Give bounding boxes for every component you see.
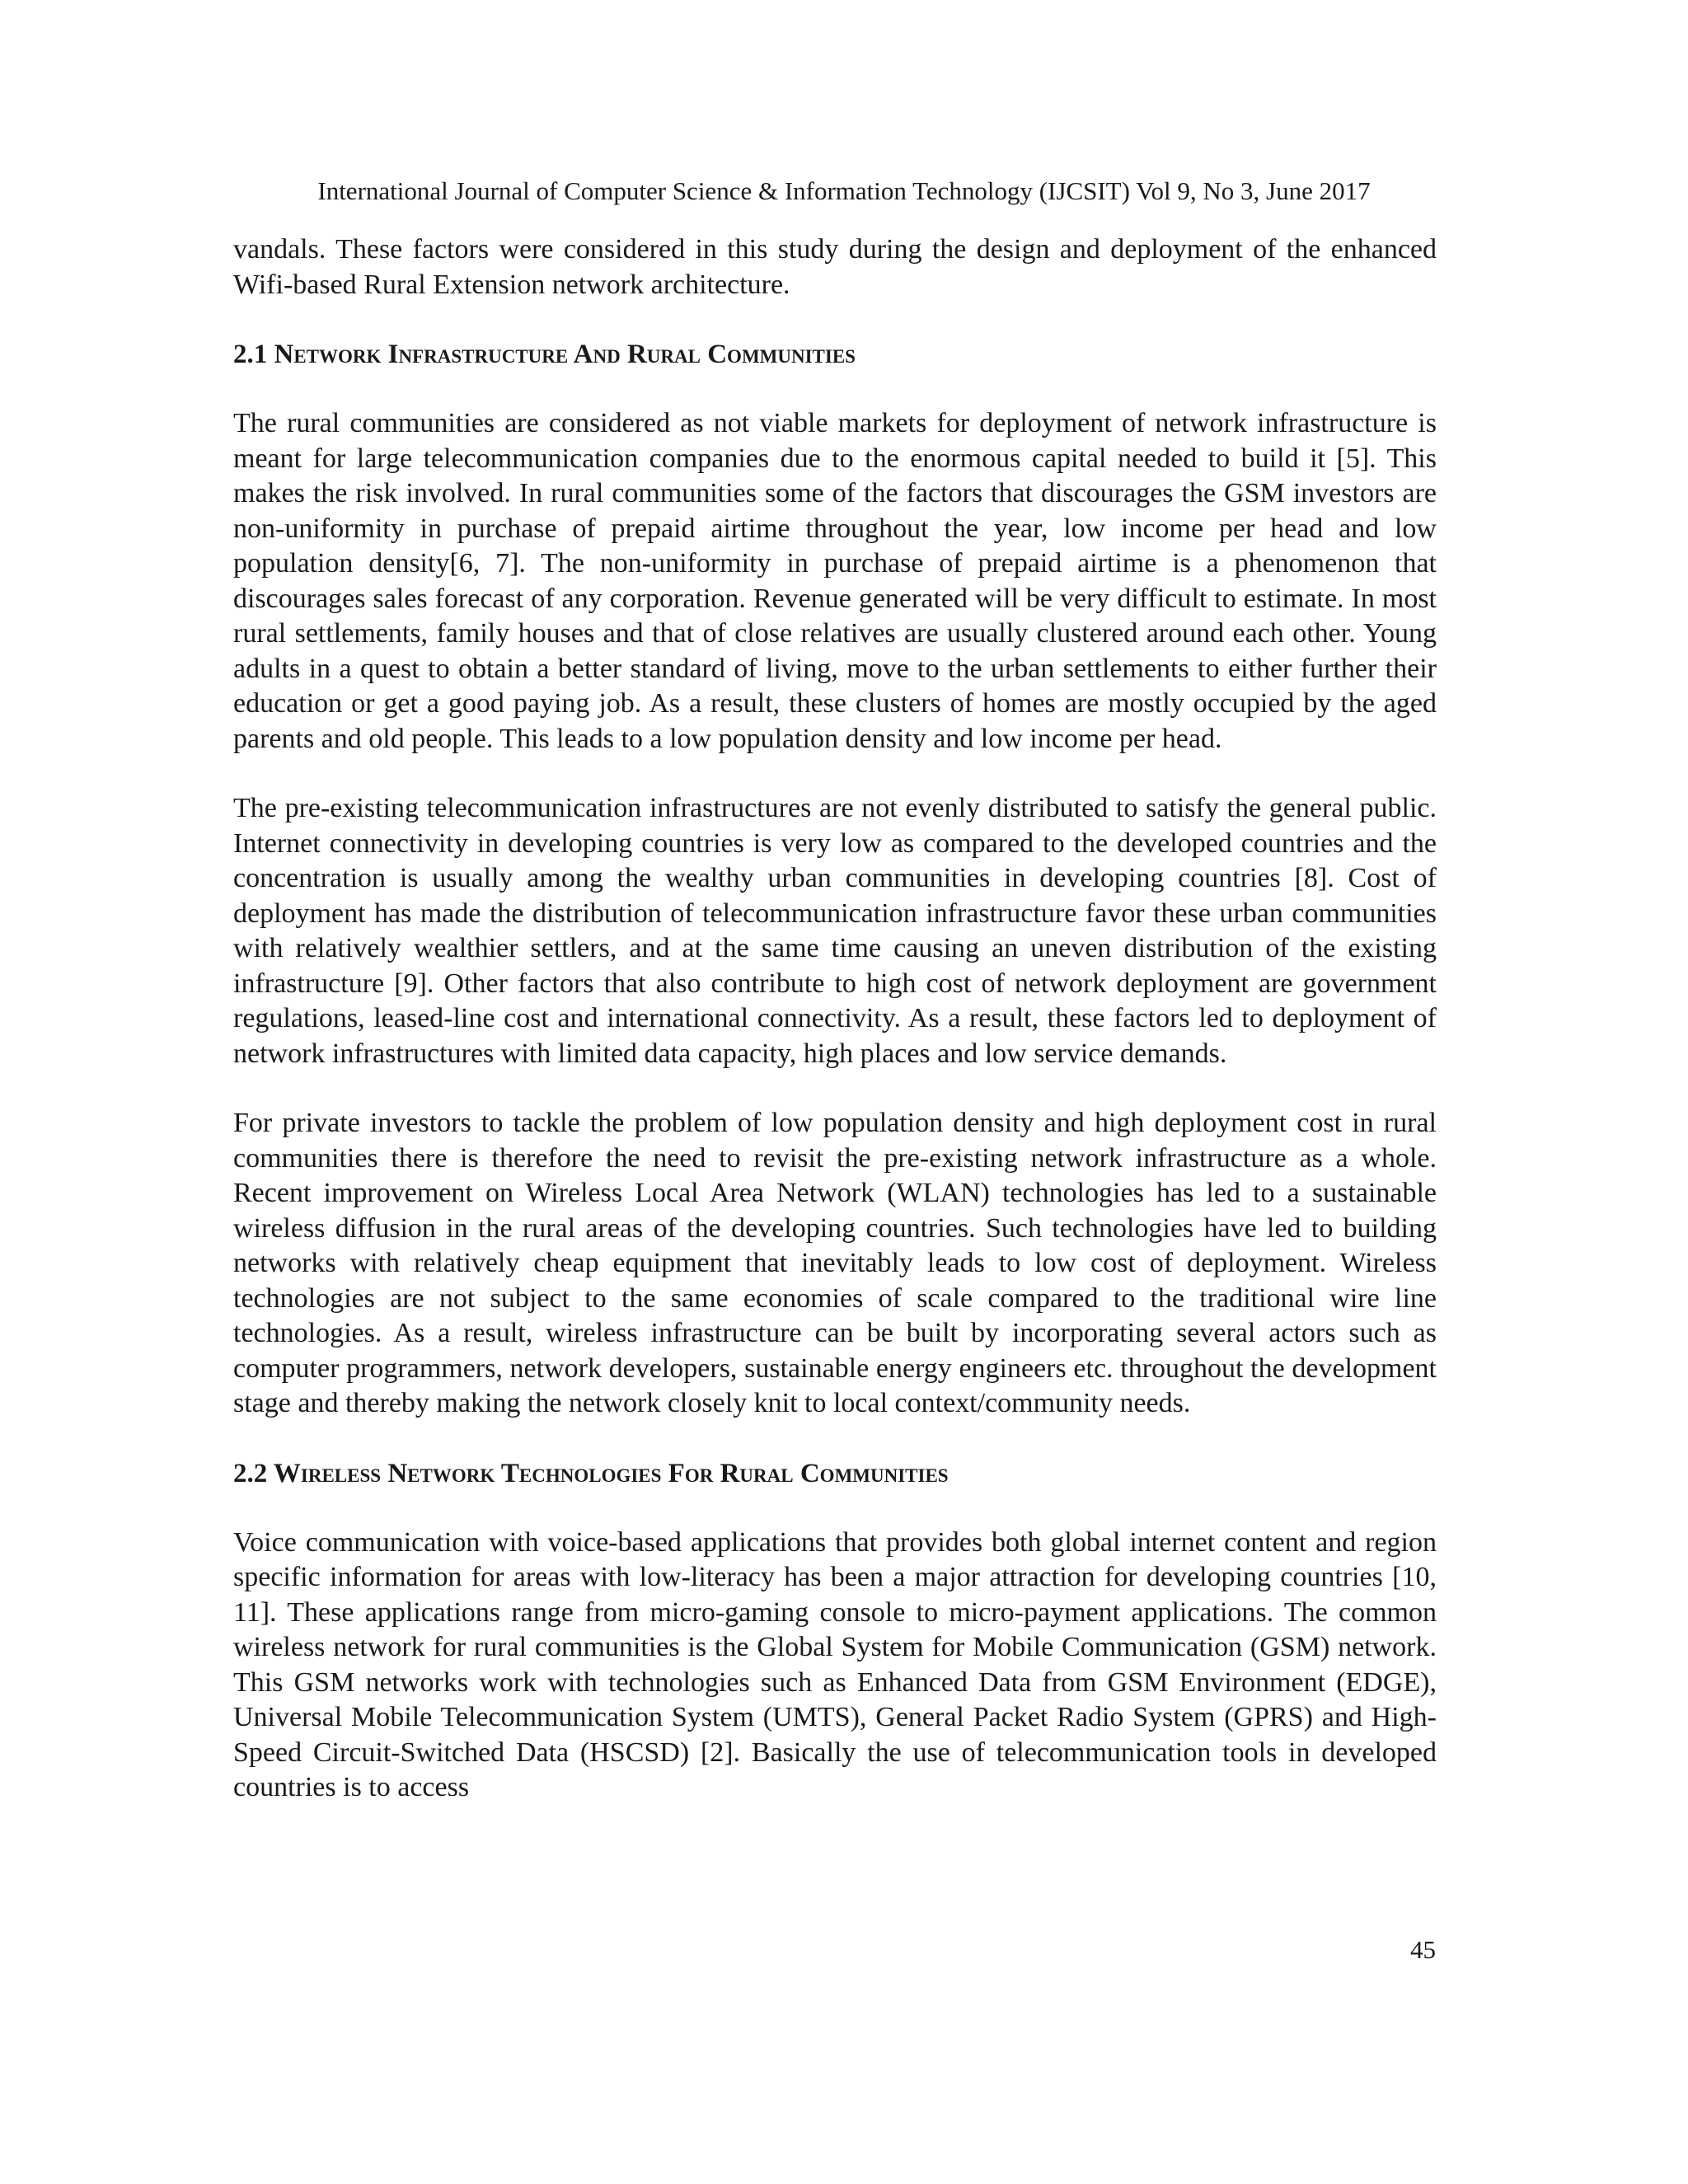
running-header: International Journal of Computer Science & Information Technology (IJCSIT) Vol 9, No 3, June 2017 [317, 176, 1371, 205]
section-heading-2-2: 2.2 Wireless Network Technologies For Rural Communities [233, 1458, 949, 1488]
section-heading-2-1: 2.1 Network Infrastructure And Rural Communities [233, 340, 856, 369]
paragraph-private-investors: For private investors to tackle the problem of low population density and high deployment cost in rural communities there is therefore the need to revisit the pre-existing network infrastructure as a whole. Recent improvement on Wireless Local Area Network (WLAN) technologies has led to a sustainable wireless diffusion in the rural areas of the developing countries. Such technologies have led to building networks with relatively cheap equipment that inevitably leads to low cost of deployment. Wireless technologies are not subject to the same economies of scale compared to the traditional wire line technologies. As a result, wireless infrastructure can be built by incorporating several actors such as computer programmers, network developers, sustainable energy engineers etc. throughout the development stage and thereby making the network closely knit to local context/community needs. [233, 1108, 1437, 1418]
paragraph-rural-markets: The rural communities are considered as not viable markets for deployment of network infrastructure is meant for large telecommunication companies due to the enormous capital needed to build it [5]. This makes the risk involved. In rural communities some of the factors that discourages the GSM investors are non-uniformity in purchase of prepaid airtime throughout the year, low income per head and low population density[6, 7]. The non-uniformity in purchase of prepaid airtime is a phenomenon that discourages sales forecast of any corporation. Revenue generated will be very difficult to estimate. In most rural settlements, family houses and that of close relatives are usually clustered around each other. Young adults in a quest to obtain a better standard of living, move to the urban settlements to either further their education or get a good paying job. As a result, these clusters of homes are mostly occupied by the aged parents and old people. This leads to a low population density and low income per head. [233, 408, 1437, 754]
paragraph-voice-communication: Voice communication with voice-based applications that provides both global internet content and region specific information for areas with low-literacy has been a major attraction for developing countries [10, 11]. These applications range from micro-gaming console to micro-payment applications. The common wireless network for rural communities is the Global System for Mobile Communication (GSM) network. This GSM networks work with technologies such as Enhanced Data from GSM Environment (EDGE), Universal Mobile Telecommunication System (UMTS), General Packet Radio System (GPRS) and High-Speed Circuit-Switched Data (HSCSD) [2]. Basically the use of telecommunication tools in developed countries is to access [233, 1526, 1437, 1802]
page-number: 45 [1410, 1935, 1436, 1964]
paragraph-infrastructure-distribution: The pre-existing telecommunication infrastructures are not evenly distributed to satisfy the general public. Internet connectivity in developing countries is very low as compared to the developed countries and the concentration is usually among the wealthy urban communities in developing countries [8]. Cost of deployment has made the distribution of telecommunication infrastructure favor these urban communities with relatively wealthier settlers, and at the same time causing an uneven distribution of the existing infrastructure [9]. Other factors that also contribute to high cost of network deployment are government regulations, leased-line cost and international connectivity. As a result, these factors led to deployment of network infrastructures with limited data capacity, high places and low service demands. [233, 793, 1437, 1069]
body-text [233, 232, 1437, 1806]
paragraph-continuation: vandals. These factors were considered in this study during the design and deployment of the enhanced Wifi-based Rural Extension network architecture. [233, 234, 1437, 300]
